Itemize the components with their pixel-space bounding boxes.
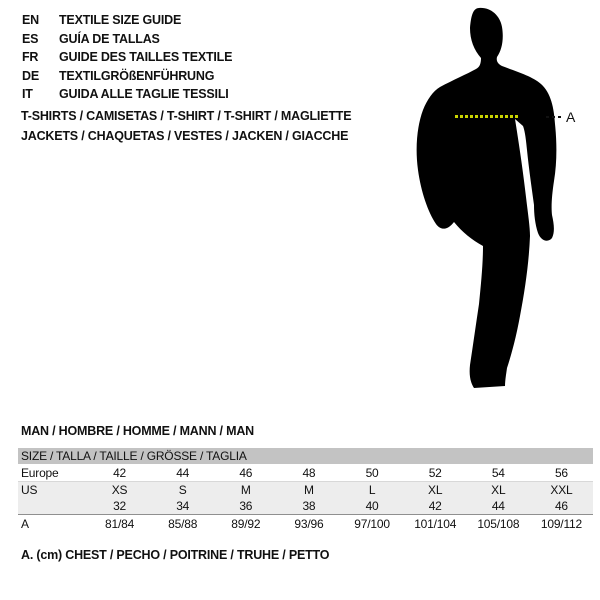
product-line-jackets: JACKETS / CHAQUETAS / VESTES / JACKEN / GIACCHE [21,128,349,143]
size-value: 54 [491,465,505,480]
man-silhouette-icon [410,0,600,400]
section-heading-man: MAN / HOMBRE / HOMME / MANN / MAN [21,424,254,438]
row-label: US [21,483,38,497]
figure-area [410,0,600,400]
size-value: XS [111,483,128,497]
size-value: M [240,483,251,497]
size-value: 93/96 [294,516,324,531]
size-value: 32 [113,499,127,513]
size-value: 56 [554,465,568,480]
chest-measure-dashed-line [455,115,518,118]
table-row-us [18,482,593,498]
measure-label-a: A [566,109,576,125]
size-value: S [178,483,187,497]
size-value: XL [428,483,443,497]
language-row [22,48,232,67]
size-value: 46 [239,465,253,480]
product-categories [21,107,351,146]
language-title: GUIDE DES TAILLES TEXTILE [59,50,233,65]
size-table [18,448,593,532]
language-row [22,67,232,86]
language-title: GUÍA DE TALLAS [59,31,160,46]
language-row [22,30,232,49]
language-code: IT [22,87,33,102]
size-value: 50 [365,465,379,480]
size-value: 109/112 [540,516,582,531]
table-row-europe [18,464,593,482]
size-value: 81/84 [105,516,135,531]
size-value: 42 [113,465,127,480]
table-row-us-numeric [18,498,593,514]
size-value: L [368,483,376,497]
size-value: 36 [239,499,253,513]
size-value: 44 [176,465,190,480]
size-value: 40 [365,499,379,513]
size-value: 85/88 [168,516,198,531]
chest-footnote: A. (cm) CHEST / PECHO / POITRINE / TRUHE / PETTO [21,548,330,562]
size-table-header: SIZE / TALLA / TAILLE / GRÖSSE / TAGLIA [18,448,593,464]
language-code: ES [22,31,39,46]
size-value: 89/92 [231,516,261,531]
size-value: 46 [554,499,568,513]
table-row-chest-cm [18,514,593,532]
size-value: 97/100 [354,516,390,531]
language-code: EN [22,13,39,28]
size-value: 34 [176,499,190,513]
size-value: 38 [302,499,316,513]
size-value: 52 [428,465,442,480]
size-value: XXL [550,483,573,497]
language-row [22,85,232,104]
language-title: TEXTILGRÖßENFÜHRUNG [59,68,215,83]
language-list [22,11,232,104]
language-row [22,11,232,30]
product-line-tshirts: T-SHIRTS / CAMISETAS / T-SHIRT / T-SHIRT / MAGLIETTE [21,109,352,123]
language-title: GUIDA ALLE TAGLIE TESSILI [59,87,229,102]
size-value: 42 [428,499,442,513]
row-label: Europe [21,465,59,480]
row-label: A [21,516,29,531]
size-value: 44 [491,499,505,513]
size-value: M [304,483,314,497]
measure-pointer-dashed-line [546,116,563,118]
language-code: DE [22,68,39,83]
language-code: FR [22,50,39,65]
size-value: 105/108 [477,516,520,531]
language-title: TEXTILE SIZE GUIDE [59,13,182,28]
size-value: XL [491,483,506,497]
size-value: 48 [302,465,316,480]
size-value: 101/104 [414,516,457,531]
